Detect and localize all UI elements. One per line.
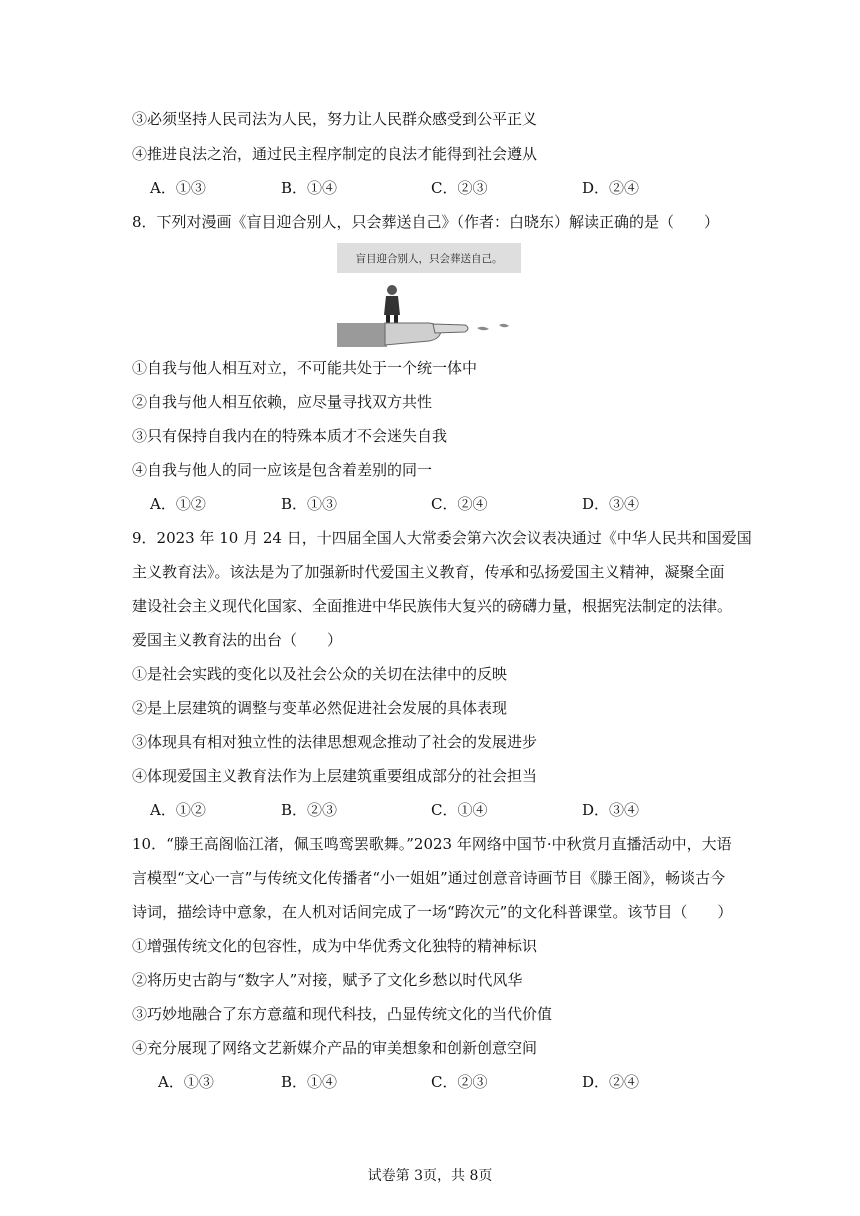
cartoon-image bbox=[337, 243, 521, 347]
q8-item-3: ③只有保持自我内在的特殊本质才不会迷失自我 bbox=[132, 427, 448, 445]
q9-option-b[interactable]: B．②③ bbox=[281, 801, 338, 819]
q7-item-4: ④推进良法之治，通过民主程序制定的良法才能得到社会遵从 bbox=[132, 145, 538, 163]
q7-item-3: ③必须坚持人民司法为人民，努力让人民群众感受到公平正义 bbox=[132, 110, 538, 128]
q10-option-d[interactable]: D．②④ bbox=[582, 1073, 640, 1091]
q8-option-d[interactable]: D．③④ bbox=[582, 495, 640, 513]
q9-item-2: ②是上层建筑的调整与变革必然促进社会发展的具体表现 bbox=[132, 699, 508, 717]
q7-option-c[interactable]: C．②③ bbox=[431, 179, 488, 197]
cartoon-caption: 盲目迎合别人，只会葬送自己。 bbox=[355, 253, 503, 265]
q9-item-3: ③体现具有相对独立性的法律思想观念推动了社会的发展进步 bbox=[132, 733, 538, 751]
q9-item-1: ①是社会实践的变化以及社会公众的关切在法律中的反映 bbox=[132, 665, 508, 683]
q9-stem-line-2: 主义教育法》。该法是为了加强新时代爱国主义教育，传承和弘扬爱国主义精神，凝聚全面 bbox=[132, 563, 725, 581]
q9-option-d[interactable]: D．③④ bbox=[582, 801, 640, 819]
q9-stem-line-1: 9．2023 年 10 月 24 日，十四届全国人大常委会第六次会议表决通过《中华人民共和国爱国 bbox=[132, 529, 752, 547]
q9-stem-line-4: 爱国主义教育法的出台（ ） bbox=[132, 631, 343, 649]
q10-option-b[interactable]: B．①④ bbox=[281, 1073, 338, 1091]
q8-option-a[interactable]: A．①② bbox=[150, 495, 206, 513]
q10-stem-line-3: 诗词，描绘诗中意象，在人机对话间完成了一场“跨次元”的文化科普课堂。该节目（ ） bbox=[132, 903, 733, 921]
q9-option-c[interactable]: C．①④ bbox=[431, 801, 488, 819]
q10-item-2: ②将历史古韵与“数字人”对接，赋予了文化乡愁以时代风华 bbox=[132, 971, 523, 989]
q7-option-a[interactable]: A．①③ bbox=[150, 179, 206, 197]
q7-option-b[interactable]: B．①④ bbox=[281, 179, 338, 197]
q9-stem-line-3: 建设社会主义现代化国家、全面推进中华民族伟大复兴的磅礴力量，根据宪法制定的法律。 bbox=[132, 597, 733, 615]
page-footer: 试卷第 3页，共 8页 bbox=[367, 1168, 493, 1184]
q9-item-4: ④体现爱国主义教育法作为上层建筑重要组成部分的社会担当 bbox=[132, 767, 538, 785]
q8-item-1: ①自我与他人相互对立，不可能共处于一个统一体中 bbox=[132, 359, 478, 377]
q8-stem: 8．下列对漫画《盲目迎合别人，只会葬送自己》（作者：白晓东）解读正确的是（ ） bbox=[132, 213, 720, 231]
q8-option-c[interactable]: C．②④ bbox=[431, 495, 488, 513]
q10-option-c[interactable]: C．②③ bbox=[431, 1073, 488, 1091]
q8-item-2: ②自我与他人相互依赖，应尽量寻找双方共性 bbox=[132, 393, 433, 411]
q10-item-3: ③巧妙地融合了东方意蕴和现代科技，凸显传统文化的当代价值 bbox=[132, 1005, 553, 1023]
q8-option-b[interactable]: B．①③ bbox=[281, 495, 338, 513]
q10-stem-line-1: 10．“滕王高阁临江渚，佩玉鸣鸾罢歌舞。”2023 年网络中国节·中秋赏月直播活动中，大语 bbox=[132, 835, 732, 853]
q10-item-1: ①增强传统文化的包容性，成为中华优秀文化独特的精神标识 bbox=[132, 937, 538, 955]
q8-item-4: ④自我与他人的同一应该是包含着差别的同一 bbox=[132, 461, 433, 479]
q10-option-a[interactable]: A．①③ bbox=[158, 1073, 214, 1091]
q9-option-a[interactable]: A．①② bbox=[150, 801, 206, 819]
q10-stem-line-2: 言模型“文心一言”与传统文化传播者“小一姐姐”通过创意音诗画节目《滕王阁》，畅谈古今 bbox=[132, 869, 726, 887]
q7-option-d[interactable]: D．②④ bbox=[582, 179, 640, 197]
q10-item-4: ④充分展现了网络文艺新媒介产品的审美想象和创新创意空间 bbox=[132, 1039, 538, 1057]
